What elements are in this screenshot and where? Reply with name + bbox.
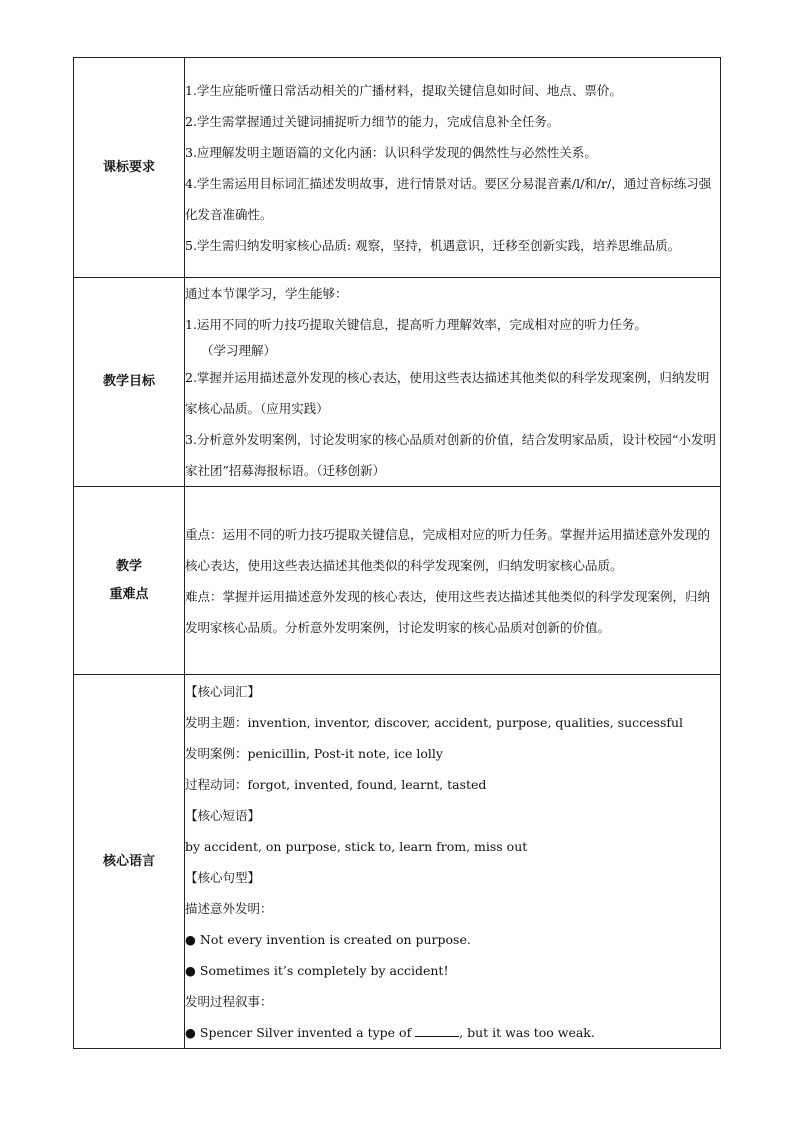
table-row (74, 278, 721, 487)
row-label-text: 教学目标 (102, 374, 155, 389)
vocab-cases: 发明案例：penicillin, Post-it note, ice lolly (185, 745, 443, 761)
difficult-point: 难点：掌握并运用描述意外发现的核心表达，使用这些表达描述其他类似的科学发现案例，归纳发明家核心品质。分析意外发明案例，讨论发明家的核心品质对创新的价值。 (185, 588, 711, 635)
phrase-heading: 【核心短语】 (185, 807, 261, 823)
describe-label: 描述意外发明： (185, 900, 273, 916)
vocab-verbs: 过程动词：forgot, invented, found, learnt, tasted (185, 776, 487, 792)
table-row (74, 487, 721, 675)
row-label-text: 教学 (115, 558, 142, 574)
standards-line: 4.学生需运用目标词汇描述发明故事，进行情景对话。要区分易混音素/l/和/r/，通过音标练习强化发音准确性。 (185, 175, 712, 222)
objective-1: 1.运用不同的听力技巧提取关键信息，提高听力理解效率，完成相对应的听力任务。 (185, 317, 647, 332)
standards-content (185, 58, 721, 278)
objectives-content (185, 278, 721, 487)
table-row (74, 58, 721, 278)
row-label-keypoints (74, 487, 185, 675)
table-row (74, 675, 721, 1049)
sentence-1: ● Not every invention is created on purpose. (185, 931, 471, 947)
keypoints-content (185, 487, 721, 675)
row-label-text: 核心语言 (102, 853, 155, 869)
row-label-language (74, 675, 185, 1049)
objective-1-tag: （学习理解） (201, 343, 277, 358)
standards-line: 3.应理解发明主题语篇的文化内涵：认识科学发现的偶然性与必然性关系。 (185, 144, 597, 160)
phrases: by accident, on purpose, stick to, learn from, miss out (185, 838, 528, 854)
vocab-heading: 【核心词汇】 (185, 683, 261, 699)
standards-line: 2.学生需掌握通过关键词捕捉听力细节的能力，完成信息补全任务。 (185, 113, 560, 129)
sentence-2: ● Sometimes it’s completely by accident! (185, 962, 449, 978)
key-point: 重点：运用不同的听力技巧提取关键信息，完成相对应的听力任务。掌握并运用描述意外发现的核心表达，使用这些表达描述其他类似的科学发现案例，归纳发明家核心品质。 (185, 526, 711, 573)
language-content (185, 675, 721, 1049)
objectives-intro: 通过本节课学习，学生能够： (185, 286, 348, 301)
fill-blank (415, 1025, 459, 1037)
narrate-label: 发明过程叙事： (185, 993, 273, 1009)
standards-line: 5.学生需归纳发明家核心品质: 观察，坚持，机遇意识，迁移至创新实践，培养思维品质。 (185, 237, 681, 253)
standards-line: 1.学生应能听懂日常活动相关的广播材料，提取关键信息如时间、地点、票价。 (185, 82, 622, 98)
objective-3: 3.分析意外发明案例，讨论发明家的核心品质对创新的价值，结合发明家品质，设计校园“小发明家社团”招募海报标语。（迁移创新） (185, 432, 716, 478)
sentence-3-start: ● Spencer Silver invented a type of (185, 1024, 416, 1040)
row-label-text: 课标要求 (102, 159, 155, 175)
vocab-theme: 发明主题：invention, inventor, discover, accident, purpose, qualities, successful (185, 714, 684, 730)
row-label-text: 重难点 (109, 586, 149, 602)
sentence-heading: 【核心句型】 (185, 869, 261, 885)
row-label-objectives (74, 278, 185, 487)
row-label-standards (74, 58, 185, 278)
lesson-plan-table (73, 57, 721, 1049)
sentence-3 (185, 1017, 720, 1048)
sentence-3-end: , but it was too weak. (459, 1024, 595, 1040)
objective-2: 2.掌握并运用描述意外发现的核心表达，使用这些表达描述其他类似的科学发现案例，归纳发明家核心品质。（应用实践） (185, 370, 710, 416)
